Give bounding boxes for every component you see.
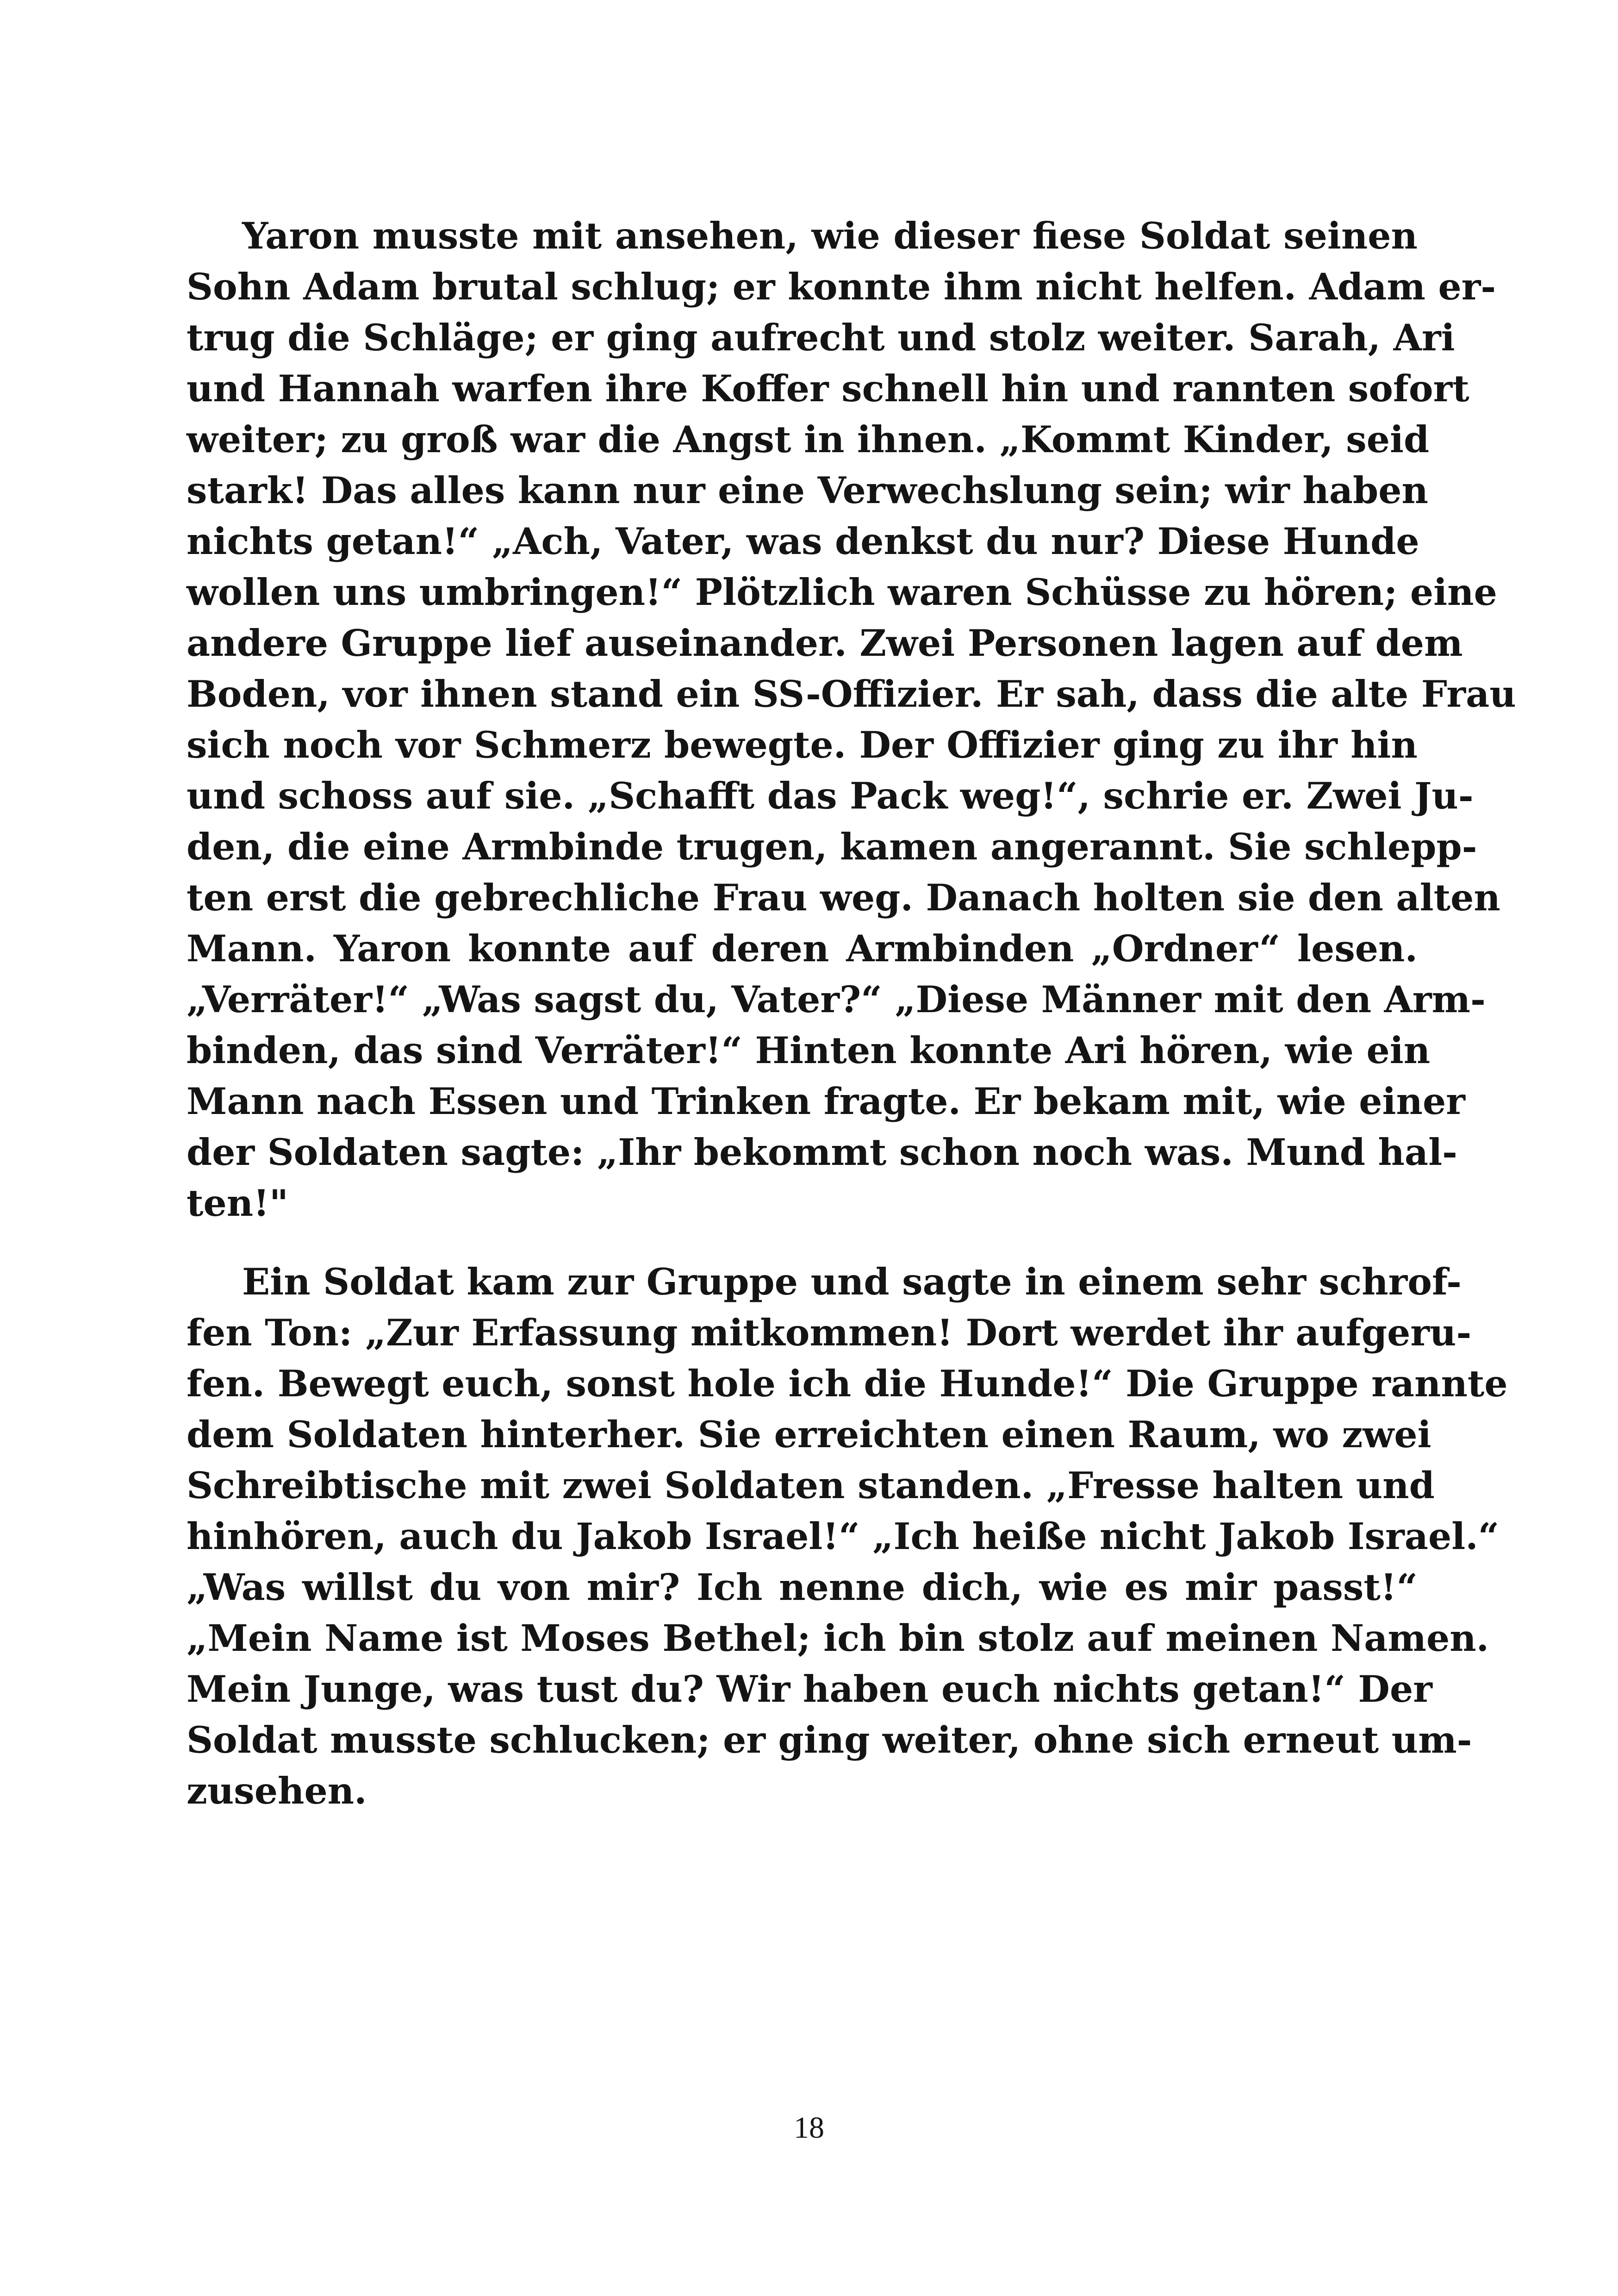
text-line: hinhören, auch du Jakob Israel!“ „Ich heiße nicht Jakob Israel.“ — [187, 1515, 1500, 1558]
paragraph-spacer — [187, 1229, 1418, 1257]
text-line: fen. Bewegt euch, sonst hole ich die Hunde!“ Die Gruppe rannte — [187, 1362, 1508, 1405]
text-line: „Was willst du von mir? Ich nenne dich, wie es mir passt!“ — [187, 1566, 1418, 1609]
page-number: 18 — [794, 2111, 824, 2145]
text-line: nichts getan!“ „Ach, Vater, was denkst du nur? Diese Hunde — [187, 520, 1419, 563]
text-line: andere Gruppe lief auseinander. Zwei Personen lagen auf dem — [187, 622, 1463, 665]
text-line: Mein Junge, was tust du? Wir haben euch nichts getan!“ Der — [187, 1668, 1432, 1711]
text-line: Sohn Adam brutal schlug; er konnte ihm nicht helfen. Adam er- — [187, 265, 1496, 308]
text-line: zusehen. — [187, 1769, 367, 1812]
paragraph-2 — [187, 1257, 1508, 1817]
text-line: Yaron musste mit ansehen, wie dieser fiese Soldat seinen — [242, 214, 1418, 257]
text-line: weiter; zu groß war die Angst in ihnen. „Kommt Kinder, seid — [187, 418, 1430, 461]
text-line: fen Ton: „Zur Erfassung mitkommen! Dort werdet ihr aufgeru- — [187, 1311, 1472, 1354]
text-line: Mann nach Essen und Trinken fragte. Er bekam mit, wie einer — [187, 1080, 1465, 1123]
text-line: dem Soldaten hinterher. Sie erreichten einen Raum, wo zwei — [187, 1413, 1431, 1456]
paragraph-1 — [187, 211, 1516, 1229]
text-line: Mann. Yaron konnte auf deren Armbinden „Ordner“ lesen. — [187, 927, 1418, 970]
text-line: ten!" — [187, 1182, 289, 1225]
body-text — [187, 211, 1516, 1817]
text-line: Boden, vor ihnen stand ein SS-Offizier. Er sah, dass die alte Frau — [187, 672, 1516, 716]
text-line: und schoss auf sie. „Schafft das Pack weg!“, schrie er. Zwei Ju- — [187, 774, 1474, 817]
text-line: wollen uns umbringen!“ Plötzlich waren Schüsse zu hören; eine — [187, 571, 1497, 614]
text-line: trug die Schläge; er ging aufrecht und stolz weiter. Sarah, Ari — [187, 316, 1455, 359]
text-line: ten erst die gebrechliche Frau weg. Danach holten sie den alten — [187, 876, 1500, 919]
text-line: Schreibtische mit zwei Soldaten standen. „Fresse halten und — [187, 1464, 1435, 1507]
text-line: stark! Das alles kann nur eine Verwechslung sein; wir haben — [187, 469, 1428, 512]
text-line: und Hannah warfen ihre Koffer schnell hin und rannten sofort — [187, 367, 1469, 410]
text-line: der Soldaten sagte: „Ihr bekommt schon noch was. Mund hal- — [187, 1131, 1457, 1174]
text-line: den, die eine Armbinde trugen, kamen angerannt. Sie schlepp- — [187, 825, 1477, 868]
text-line: „Mein Name ist Moses Bethel; ich bin stolz auf meinen Namen. — [187, 1617, 1489, 1660]
text-line: binden, das sind Verräter!“ Hinten konnte Ari hören, wie ein — [187, 1029, 1431, 1072]
text-line: „Verräter!“ „Was sagst du, Vater?“ „Diese Männer mit den Arm- — [187, 978, 1486, 1021]
text-line: Ein Soldat kam zur Gruppe und sagte in einem sehr schrof- — [242, 1260, 1462, 1303]
text-line: Soldat musste schlucken; er ging weiter, ohne sich erneut um- — [187, 1718, 1472, 1761]
text-line: sich noch vor Schmerz bewegte. Der Offizier ging zu ihr hin — [187, 723, 1418, 766]
